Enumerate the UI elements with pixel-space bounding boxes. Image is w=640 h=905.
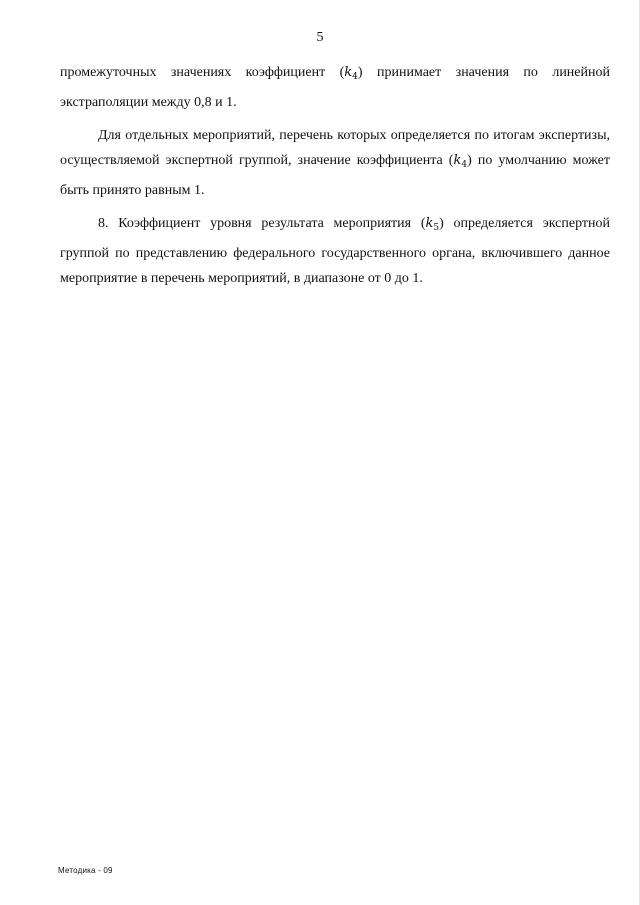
math-subscript: 4 bbox=[352, 72, 358, 82]
math-variable: $k_4$ bbox=[453, 153, 468, 170]
math-variable: $k_5$ bbox=[425, 216, 440, 233]
document-body bbox=[60, 60, 610, 299]
paragraph-text-before: промежуточных значениях коэффициент ( bbox=[60, 65, 345, 80]
paragraph-k5-definition bbox=[60, 211, 610, 291]
document-footer: Методика - 09 bbox=[58, 866, 113, 875]
paragraph-text-after: ) по умолчанию может быть принято равным 1. bbox=[60, 153, 610, 198]
math-subscript: 4 bbox=[461, 160, 468, 170]
paragraph-text-before: Для отдельных мероприятий, перечень которых определяется по итогам экспертизы, осуществляемой экспертной группой, значение коэффициента ( bbox=[60, 128, 610, 168]
math-subscript: 5 bbox=[433, 223, 440, 233]
paragraph-text-after: ) принимает значения по линейной экстраполяции между 0,8 и 1. bbox=[60, 65, 610, 110]
paragraph-text-before: 8. Коэффициент уровня результата мероприятия ( bbox=[98, 216, 426, 231]
paragraph-k4-default bbox=[60, 123, 610, 203]
math-variable: $k_4$ bbox=[344, 65, 358, 82]
paragraph-text-after: ) определяется экспертной группой по представлению федерального государственного органа, включившего данное мероприятие в перечень мероприятий, в диапазоне от 0 до 1. bbox=[60, 216, 610, 286]
paragraph-k4-extrapolation bbox=[60, 60, 610, 115]
page-number: 5 bbox=[316, 30, 324, 45]
